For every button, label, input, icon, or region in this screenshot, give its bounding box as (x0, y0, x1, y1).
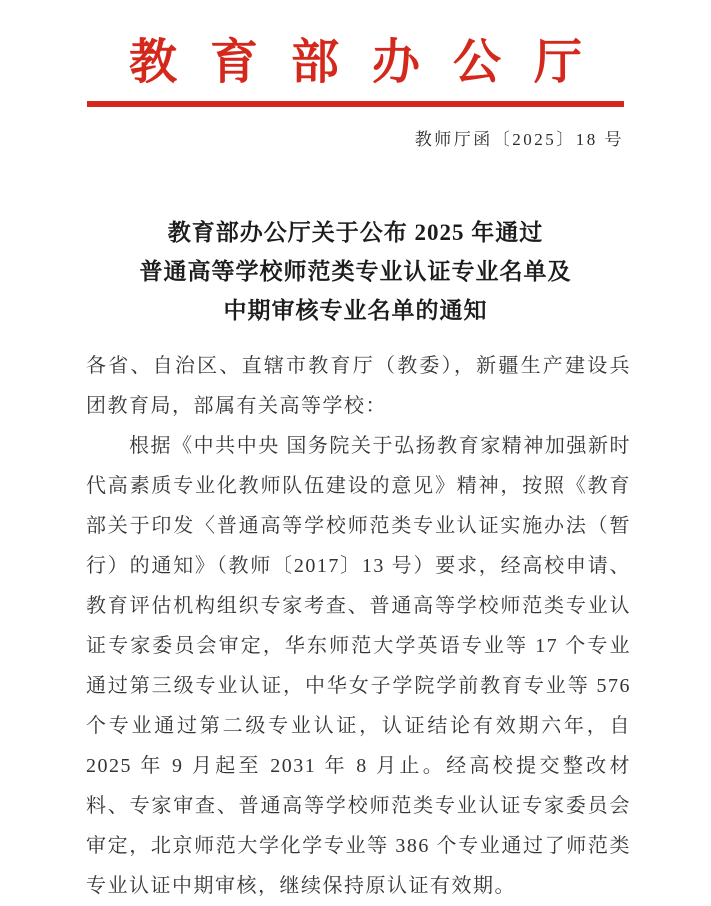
letterhead-section (0, 34, 711, 150)
notice-title-line-3: 中期审核专业名单的通知 (223, 297, 488, 323)
notice-content (86, 346, 631, 906)
notice-title-line-1: 教育部办公厅关于公布 2025 年通过 (167, 219, 544, 245)
salutation-line: 各省、自治区、直辖市教育厅（教委），新疆生产建设兵团教育局，部属有关高等学校： (86, 354, 631, 417)
notice-title-line-2: 普通高等学校师范类专业认证专业名单及 (139, 258, 572, 284)
body-paragraph: 根据《中共中央 国务院关于弘扬教育家精神加强新时代高素质专业化教师队伍建设的意见》精神，按照《教育部关于印发〈普通高等学校师范类专业认证实施办法（暂行）的通知》（教师〔2017〕13 号）要求，经高校申请、教育评估机构组织专家考查、普通高等学校师范类专业认证专家委员会审定，华东师范大学英语专业等 17 个专业通过第三级专业认证，中华女子学院学前教育专业等 576 个专业通过第二级专业认证，认证结论有效期六年，自 2025 年 9 月起至 2031 年 8 月止。经高校提交整改材料、专家审查、普通高等学校师范类专业认证专家委员会审定，北京师范大学化学专业等 386 个专业通过了师范类专业认证中期审核，继续保持原认证有效期。 (86, 434, 631, 897)
notice-title (0, 213, 711, 330)
official-notice-page (0, 34, 711, 897)
letterhead-agency-name: 教育部办公厅 (128, 36, 615, 89)
letterhead-divider-rule (87, 101, 624, 107)
notice-body-section (0, 213, 711, 906)
document-reference-number: 教师厅函〔2025〕18 号 (414, 129, 624, 149)
